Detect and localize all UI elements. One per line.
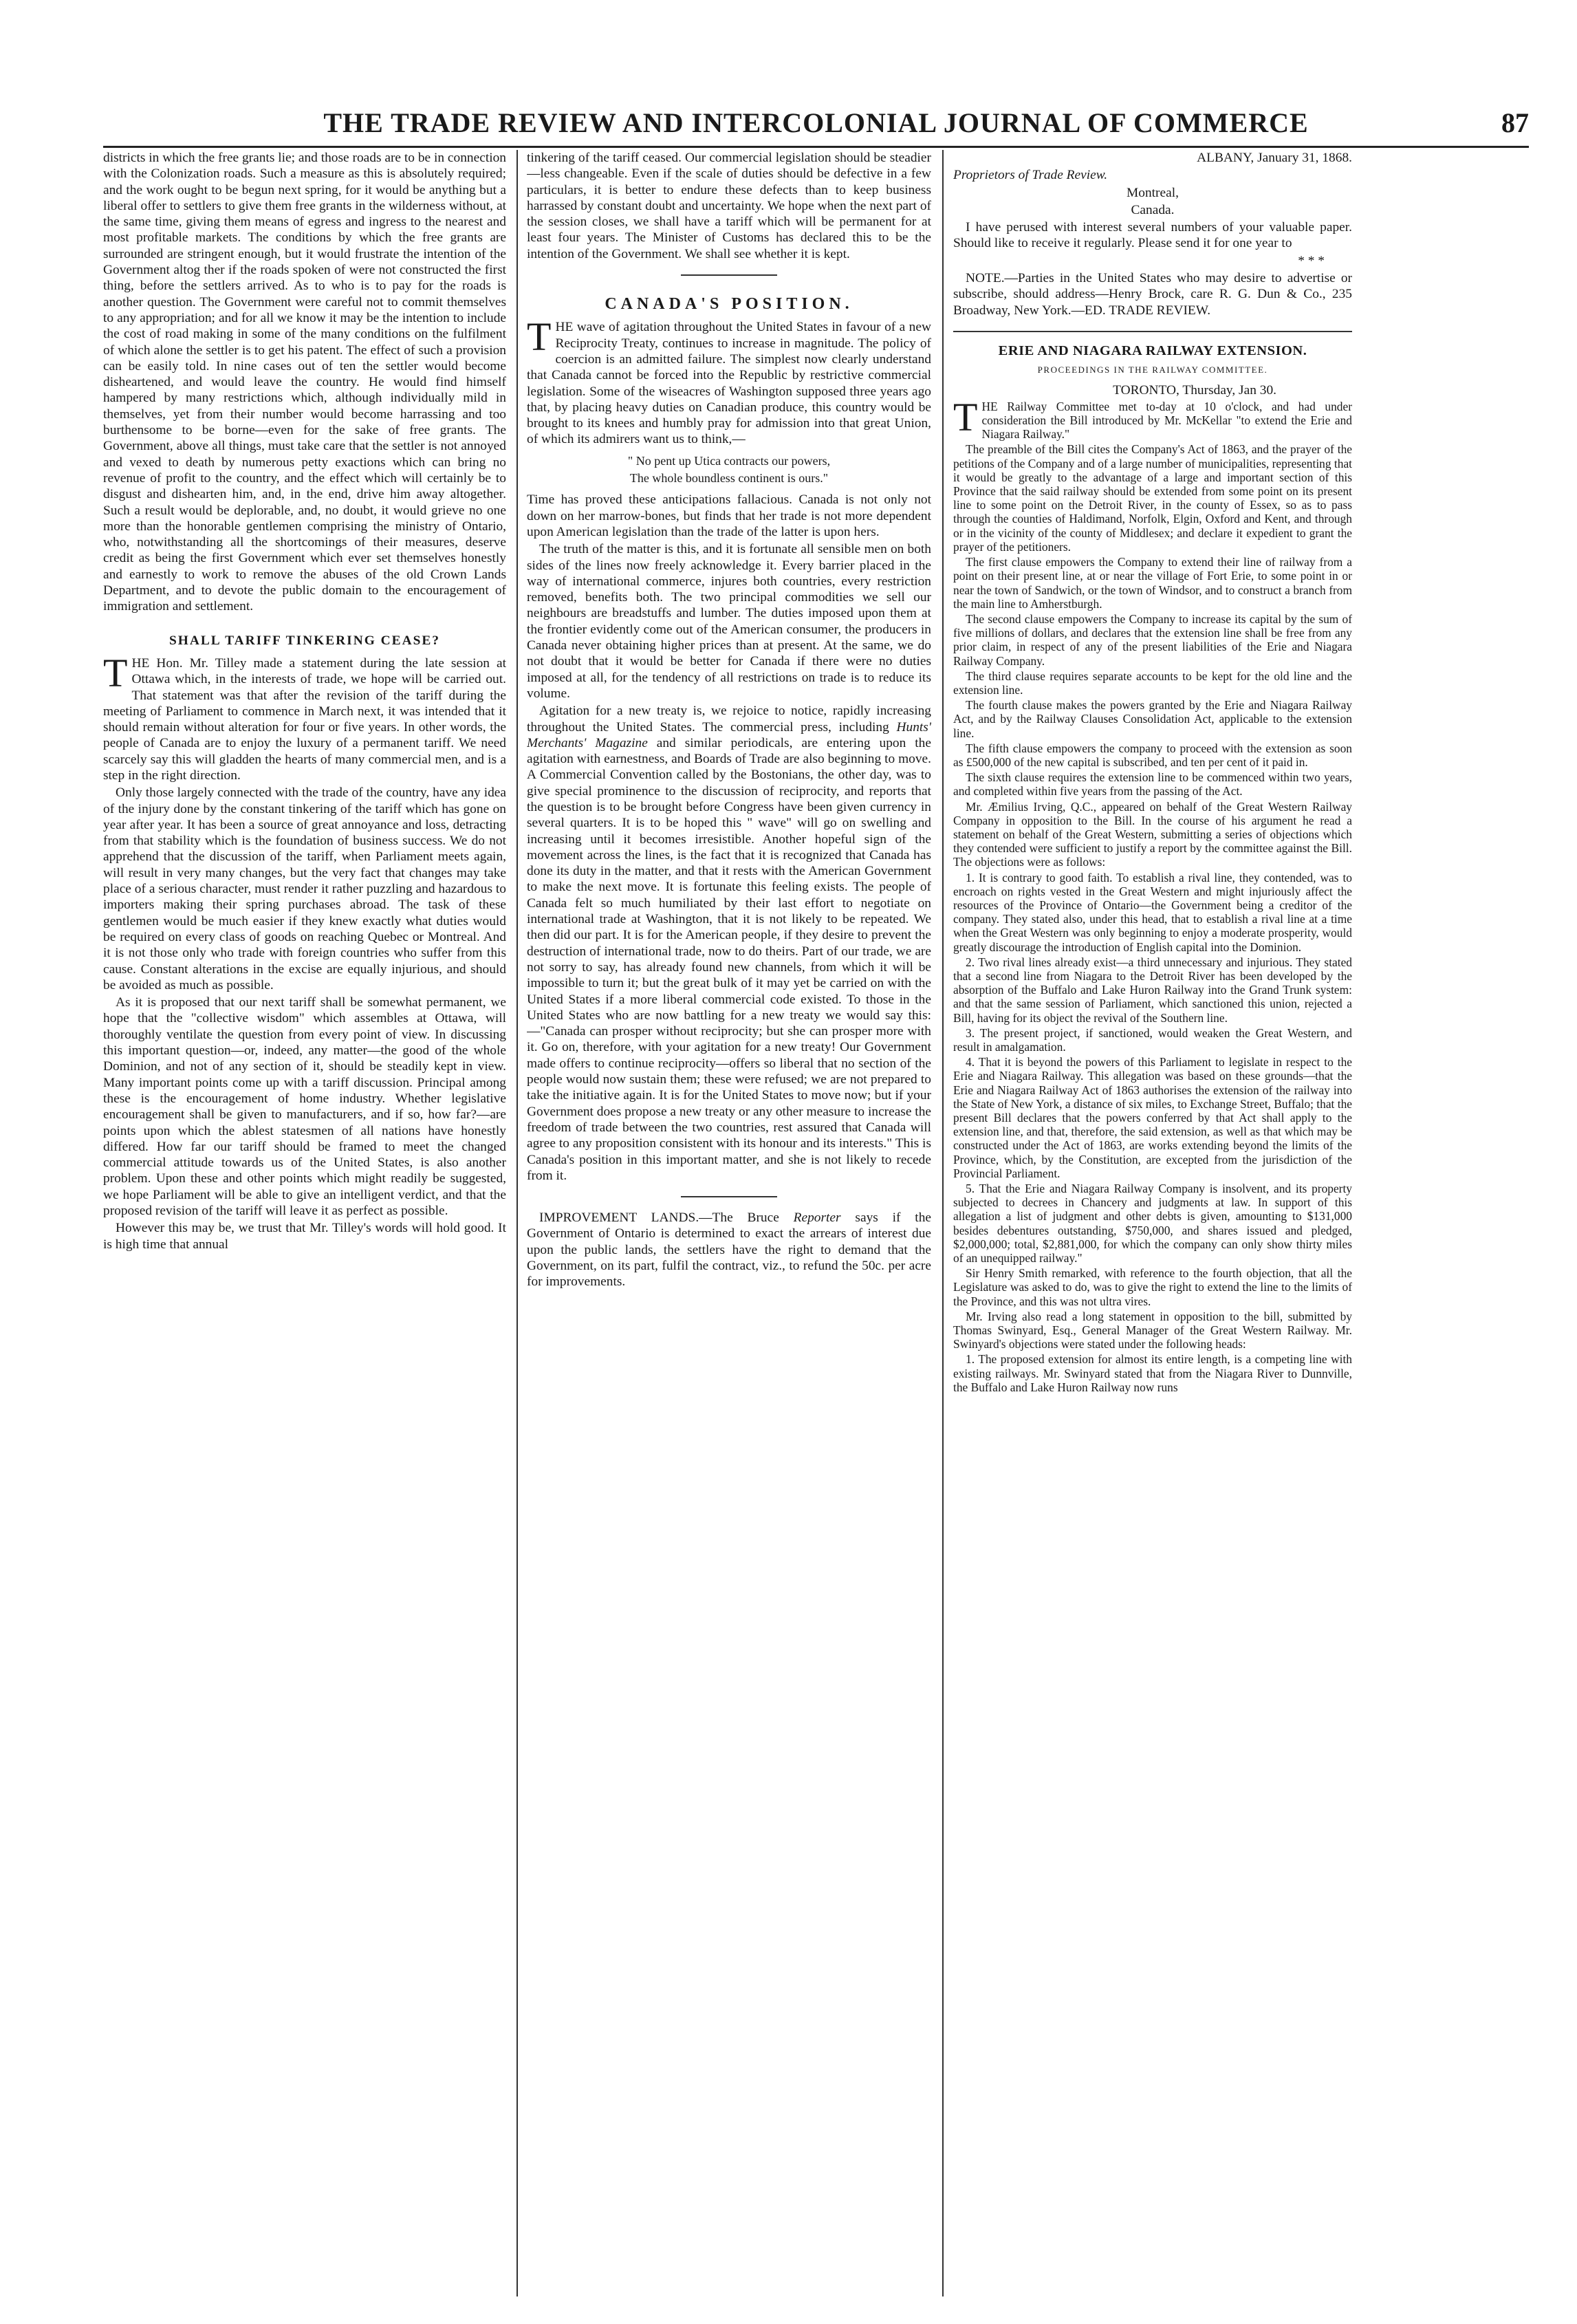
report-paragraph: Sir Henry Smith remarked, with reference to the fourth objection, that all the Legislature was asked to do, was to give the right to extend the line to the limits of the Province, and this was not ultra vires. [953, 1266, 1352, 1308]
article-paragraph: districts in which the free grants lie; and those roads are to be in connection with the Colonization roads. Such a measure as this is absolutely required; and the work ought to be begun next spring, for it would be anything but a liberal offer to settlers to give them free grants in the wilderness without, at the same time, giving them means of egress and ingress to the nearest and most profitable markets. The conditions by which the free grants are surrounded are stringent enough, but it would frustrate the intention of the Government altog ther if the roads spoken of were not constructed the first thing, before the settlers arrived. As to who is to pay for the roads is another question. The Government were careful not to commit themselves to any appropriation; and for all we know it may be the intention to include the cost of road making in some of the many conditions on the fulfilment of which alone the settler is to get his patent. The effect of such a provision can be easily told. In nine cases out of ten the settler would become disheartened, and would leave the country. He would find himself hampered by many restrictions which, although individually mild in themselves, yet from their number would become harrassing and too burthensome to be borne—even for the sake of free grants. The Government, above all things, must take care that the settler is not annoyed and vexed to death by numerous petty exactions which can bring no revenue of profit to the country, and the effect which will certainly be to disgust and dishearten him, and, in the end, drive him away altogether. Such a result would be deplorable, and, no doubt, it would grieve no one more than the honorable gentlemen comprising the ministry of Ontario, who, notwithstanding all the shortcomings of their measures, deserve credit as being the first Government which ever set themselves honestly and earnestly to work to remove the abuses of the old Crown Lands Department, and to devote the public domain to the encouragement of immigration and settlement. [103, 151, 506, 614]
section-rule [681, 1196, 777, 1197]
page-number: 87 [1501, 107, 1529, 138]
article-paragraph: The truth of the matter is this, and it is fortunate all sensible men on both sides of the lines now freely acknowledge it. Every barrier placed in the way of international commerce, injures both countries, every restriction removed, benefits both. The two principal commodities we sell our neighbours are breadstuffs and lumber. The duties imposed upon them at the frontier evidently come out of the American consumer, the producers in Canada never obtaining higher prices than at present. At the same, we do not doubt that it would be better for Canada if there were no duties imposed at all, for the tendency of all restrictions on trade is to reduce its volume. [527, 542, 931, 701]
letter-signature: * * * [1298, 253, 1325, 268]
report-paragraph: 2. Two rival lines already exist—a third unnecessary and injurious. They stated that a second line from Niagara to the Detroit River has been developed by the absorption of the Buffalo and Lake Huron Railway into the Grand Trunk system: and that the same session of Parliament, which sanctioned this union, rejected a Bill, having for its object the revival of the Southern line. [953, 955, 1352, 1025]
article-paragraph [527, 1210, 931, 1290]
article-heading: ERIE AND NIAGARA RAILWAY EXTENSION. [998, 343, 1307, 358]
article-heading: CANADA'S POSITION. [605, 295, 853, 314]
article-paragraph: THE Hon. Mr. Tilley made a statement during the late session at Ottawa which, in the interests of trade, we hope will be carried out. That statement was that after the revision of the tariff during the meeting of Parliament to commence in March next, it was intended that it should remain without alteration for four or five years. In other words, the people of Canada are to enjoy the luxury of a permanent tariff. We need scarcely say this will gladden the hearts of many commercial men, and is a step in the right direction. [103, 650, 506, 783]
report-paragraph: 1. It is contrary to good faith. To establish a rival line, they contended, was to encroach on rights vested in the Great Western and might injuriously affect the resources of the Province of Ontario—the Government being a creditor of the company. They stated also, under this head, that to establish a rival line at a time when the Great Western was only beginning to enjoy a moderate prosperity, would greatly discourage the introduction of English capital into the Dominion. [953, 870, 1352, 954]
column-1 [103, 150, 506, 2296]
report-paragraph: The fifth clause empowers the company to proceed with the extension as soon as £500,000 of the new capital is subscribed, and ten per cent of it paid in. [953, 741, 1352, 769]
article-subheading: PROCEEDINGS IN THE RAILWAY COMMITTEE. [1037, 365, 1268, 376]
article-paragraph: THE wave of agitation throughout the United States in favour of a new Reciprocity Treaty, continues to increase in magnitude. The policy of coercion is an admitted failure. The simplest now clearly understand that Canada cannot be forced into the Republic by restrictive commercial legislation. Some of the wiseacres of Washington supposed three years ago that, by placing heavy duties on Canadian produce, this country would be brought to its knees and humbly pray for admission into that great Union, of which its admirers want us to think,— [527, 314, 931, 447]
article-paragraph [527, 703, 931, 1184]
railway-report [953, 394, 1352, 1394]
report-paragraph: 5. That the Erie and Niagara Railway Company is insolvent, and its property subjected to decrees in Chancery and judgments at law. In support of this allegation a list of judgment and other debts is given, amounting to $131,000 besides debentures outstanding, $750,000, and shares issued and pledged, $2,000,000; total, $2,881,000, for which the company can only show thirty miles of an unequipped railway." [953, 1182, 1352, 1266]
column-divider [942, 150, 944, 2296]
report-paragraph: The second clause empowers the Company to increase its capital by the sum of five millions of dollars, and declares that the extension line shall be free from any prior claim, in respect of any of the present liabilities of the Erie and Niagara Railway Company. [953, 611, 1352, 668]
section-rule [681, 274, 777, 276]
verse-line: " No pent up Utica contracts our powers, [627, 453, 831, 468]
letter-date: ALBANY, January 31, 1868. [1197, 151, 1352, 165]
masthead [103, 91, 1529, 148]
text-run: says if the Government of Ontario is determined to exact the arrears of interest due upon the public lands, the settlers have the right to demand that the Government, on its part, fulfil the contract, viz., to refund the 50c. per acre for improvements. [527, 1210, 931, 1290]
report-paragraph: The first clause empowers the Company to extend their line of railway from a point on their present line, at or near the village of Fort Erie, to some point in or near the town of Sandwich, or the town of Windsor, and to construct a branch from the main line to Amherstburgh. [953, 555, 1352, 611]
text-run: Agitation for a new treaty is, we rejoice to notice, rapidly increasing throughout the United States. The commercial press, including [527, 704, 931, 735]
column-divider [516, 150, 518, 2296]
dateline: TORONTO, Thursday, Jan 30. [1113, 382, 1276, 398]
editor-note: NOTE.—Parties in the United States who may desire to advertise or subscribe, should address—Henry Brock, care R. G. Dun & Co., 235 Broadway, New York.—ED. TRADE REVIEW. [953, 271, 1352, 318]
report-paragraph: The third clause requires separate accounts to be kept for the old line and the extension line. [953, 669, 1352, 697]
report-paragraph: The fourth clause makes the powers granted by the Erie and Niagara Railway Act, and by the Railway Clauses Consolidation Act, applicable to the extension line. [953, 698, 1352, 740]
section-rule [953, 331, 1352, 332]
letter-salutation: Proprietors of Trade Review. [953, 168, 1108, 183]
report-paragraph: Mr. Æmilius Irving, Q.C., appeared on behalf of the Great Western Railway Company in opposition to the Bill. In the course of his argument he read a statement on behalf of the Great Western, submitting a series of objections which they contended were sufficient to justify a report by the committee against the Bill. The objections were as follows: [953, 799, 1352, 869]
verse-line: The whole boundless continent is ours." [629, 471, 829, 486]
article-paragraph: As it is proposed that our next tariff shall be somewhat permanent, we hope that the "collective wisdom" which assembles at Ottawa, will thoroughly ventilate the question from every point of view. In discussing this important question—or, indeed, any matter—the good of the whole Dominion, and not of any section of it, should be steadily kept in view. Many important points come up with a tariff discussion. Principal among these is the encouragement of home industry. Whether legislative encouragement shall be given to manufacturers, and if so, how far?—are points upon which the ablest statesmen of all nations have honestly differed. How far our tariff should be framed to meet the changed commercial attitude towards us of the United States, is also another problem. Upon these and other points which might readily be suggested, we hope Parliament will be able to give an intelligent verdict, and that the proposed revision of the tariff will leave it as perfect as possible. [103, 995, 506, 1218]
column-3 [953, 150, 1352, 2296]
article-paragraph: Only those largely connected with the trade of the country, have any idea of the injury done by the constant tinkering of the tariff which has gone on year after year. It has been a source of great annoyance and loss, detracting from that stability which is the foundation of business success. We do not apprehend that the discussion of the tariff, when Parliament meets again, will result in very many changes, but the very fact that changes may take place of a serious character, must render it rather puzzling and hazardous to importers making their spring purchases abroad. The task of these gentlemen would be much easier if they knew exactly what duties would be required on every class of goods on reaching Quebec or Montreal. And it is not those only who trade with foreign countries who suffer from this cause. Constant alterations in the excise are equally injurious, and should be avoided as much as possible. [103, 785, 506, 992]
report-paragraph: 3. The present project, if sanctioned, would weaken the Great Western, and result in amalgamation. [953, 1025, 1352, 1054]
text-run: IMPROVEMENT LANDS.—The Bruce [539, 1210, 794, 1226]
text-run: and similar periodicals, are entering upon the agitation with earnestness, and Boards of Trade are also beginning to move. A Commercial Convention called by the Bostonians, the other day, was to give special prominence to the discussion of reciprocity, and reports that the question is to be brought before Congress have been given currency in several quarters. It is to be hoped this " wave" will go on swelling and increasing until it becomes irresistible. Another hopeful sign of the movement across the lines, is the fact that it is recognized that Canada has done its duty in the matter, and that it rests with the American Government to make the next move. It is fortunate this feeling exists. The people of Canada felt so much humiliated by their last effort to negotiate on international trade at Washington, that it is not likely to be repeated. We then did our part. It is for the American people, if they desire to prevent the destruction of international trade, now to do theirs. Part of our trade, we are not sorry to say, has already found new channels, from which it will be impossible to turn it; but the great bulk of it may yet be carried on with the United States if a more liberal commercial code existed. To those in the United States who are now battling for a new treaty we would say this:—"Canada can prosper without reciprocity; but she can prosper more with it. Go on, therefore, with your agitation for a new treaty! Our Government made offers to continue reciprocity—offers so liberal that no section of the people would now sustain them; these were refused; we are not prepared to take the initiative again. It is for the United States to move now; but if your Government does propose a new treaty or any other measure to increase the freedom of trade between the two countries, rest assured that Canada will agree to any proposition consistent with its honour and its interests." This is Canada's position in this important matter, and she is not likely to recede from it. [527, 735, 931, 1183]
report-paragraph: THE Railway Committee met to-day at 10 o'clock, and had under consideration the Bill introduced by Mr. McKellar "to extend the Erie and Niagara Railway." [953, 394, 1352, 442]
report-paragraph: 4. That it is beyond the powers of this Parliament to legislate in respect to the Erie and Niagara Railway. This allegation was based on these grounds—that the Erie and Niagara Railway Act of 1863 authorises the extension of the railway into the State of New York, a distance of six miles, to Exchange Street, Buffalo; that the present Bill declares that the powers conferred by that Act shall apply to the extension line, and that, therefore, the said extension, as well as that which may be constructed under the Act of 1863, are works extending beyond the limits of the Province, which, by the Constitution, are excepted from the jurisdiction of the Provincial Parliament. [953, 1055, 1352, 1180]
article-heading: SHALL TARIFF TINKERING CEASE? [168, 633, 440, 648]
report-paragraph: 1. The proposed extension for almost its entire length, is a competing line with existing railways. Mr. Swinyard stated that from the Niagara River to Dunnville, the Buffalo and Lake Huron Railway now runs [953, 1352, 1352, 1394]
report-paragraph: The sixth clause requires the extension line to be commenced within two years, and completed within five years from the passing of the Act. [953, 770, 1352, 799]
article-paragraph: Time has proved these anticipations fallacious. Canada is not only not down on her marrow-bones, but finds that her trade is not more dependent upon American legislation than the trade of the latter is upon hers. [527, 492, 931, 539]
letter-body: I have perused with interest several numbers of your valuable paper. Should like to receive it regularly. Please send it for one year to [953, 220, 1352, 251]
report-paragraph: The preamble of the Bill cites the Company's Act of 1863, and the prayer of the petitions of the Company and of a large number of municipalities, representing that it would be greatly to the advantage of a large and important section of this Province that the said railway should be extended from some point on its present line to some point on the Detroit River, in the county of Essex, so as to pass through the counties of Haldimand, Norfolk, Elgin, Oxford and Kent, and through or in the vicinity of the county of Middlesex; and declare it expedient to grant the prayer of the petitioners. [953, 442, 1352, 554]
report-paragraph: Mr. Irving also read a long statement in opposition to the bill, submitted by Thomas Swinyard, Esq., General Manager of the Great Western Railway. Mr. Swinyard's objections were stated under the following heads: [953, 1309, 1352, 1351]
letter-place: Montreal, [1127, 185, 1179, 200]
periodical-title: Hunts' Merchants' Magazine [527, 719, 931, 750]
article-paragraph: However this may be, we trust that Mr. Tilley's words will hold good. It is high time that annual [103, 1221, 506, 1252]
article-paragraph: tinkering of the tariff ceased. Our commercial legislation should be steadier—less changeable. Even if the scale of duties should be defective in a few particulars, it is better to endure these defects than to keep business harrassed by constant doubt and uncertainty. We hope when the next part of the session closes, we shall have a tariff which will be permanent for at least four years. The Minister of Customs has declared this to be the intention of the Government. We shall see whether it is kept. [527, 151, 931, 261]
letter-place: Canada. [1131, 202, 1175, 217]
column-2 [527, 150, 931, 2296]
newspaper-name: Reporter [793, 1210, 841, 1226]
publication-title: THE TRADE REVIEW AND INTERCOLONIAL JOURNAL OF COMMERCE [323, 107, 1309, 138]
